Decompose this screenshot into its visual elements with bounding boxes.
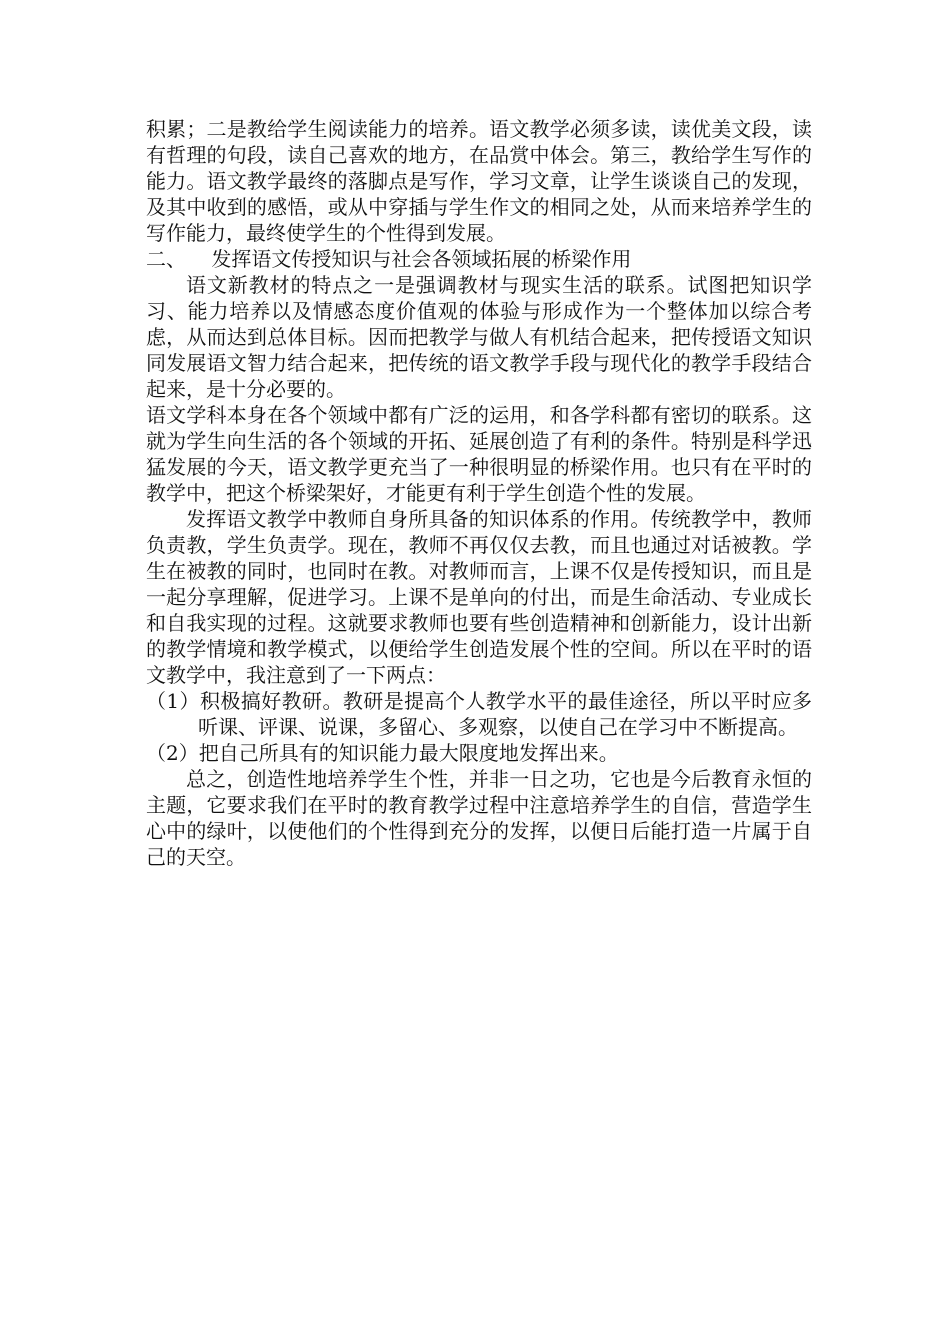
paragraph-reading-writing: 积累；二是教给学生阅读能力的培养。语文教学必须多读，读优美文段，读有哲理的句段，读自己喜欢的地方，在品赏中体会。第三，教给学生写作的能力。语文教学最终的落脚点是写作，学习文章，让学生谈谈自己的发现，及其中收到的感悟，或从中穿插与学生作文的相同之处，从而来培养学生的写作能力，最终使学生的个性得到发展。 <box>146 117 812 245</box>
list-item-ability: （2）把自己所具有的知识能力最大限度地发挥出来。 <box>146 741 619 765</box>
paragraph-teacher-knowledge: 发挥语文教学中教师自身所具备的知识体系的作用。传统教学中，教师负责教，学生负责学。现在，教师不再仅仅去教，而且也通过对话被教。学生在被教的同时，也同时在教。对教师而言，上课不仅是传授知识，而且是一起分享理解，促进学习。上课不是单向的付出，而是生命活动、专业成长和自我实现的过程。这就要求教师也要有些创造精神和创新能力，设计出新的教学情境和教学模式，以便给学生创造发展个性的空间。所以在平时的语文教学中，我注意到了一下两点： <box>146 507 812 687</box>
paragraph-bridge-role: 语文学科本身在各个领域中都有广泛的运用，和各学科都有密切的联系。这就为学生向生活的各个领域的开拓、延展创造了有利的条件。特别是科学迅猛发展的今天，语文教学更充当了一种很明显的桥梁作用。也只有在平时的教学中，把这个桥梁架好，才能更有利于学生创造个性的发展。 <box>146 403 812 505</box>
paragraph-conclusion: 总之，创造性地培养学生个性，并非一日之功，它也是今后教育永恒的主题，它要求我们在平时的教育教学过程中注意培养学生的自信，营造学生心中的绿叶，以使他们的个性得到充分的发挥，以便日后能打造一片属于自己的天空。 <box>146 767 812 869</box>
paragraph-new-textbook: 语文新教材的特点之一是强调教材与现实生活的联系。试图把知识学习、能力培养以及情感态度价值观的体验与形成作为一个整体加以综合考虑，从而达到总体目标。因而把教学与做人有机结合起来，把传授语文知识同发展语文智力结合起来，把传统的语文教学手段与现代化的教学手段结合起来，是十分必要的。 <box>146 273 812 401</box>
list-item-teaching-research: （1）积极搞好教研。教研是提高个人教学水平的最佳途径，所以平时应多听课、评课、说课，多留心、多观察，以使自己在学习中不断提高。 <box>146 689 812 739</box>
document-body <box>146 116 812 870</box>
section-heading-two: 二、 发挥语文传授知识与社会各领域拓展的桥梁作用 <box>146 247 632 271</box>
